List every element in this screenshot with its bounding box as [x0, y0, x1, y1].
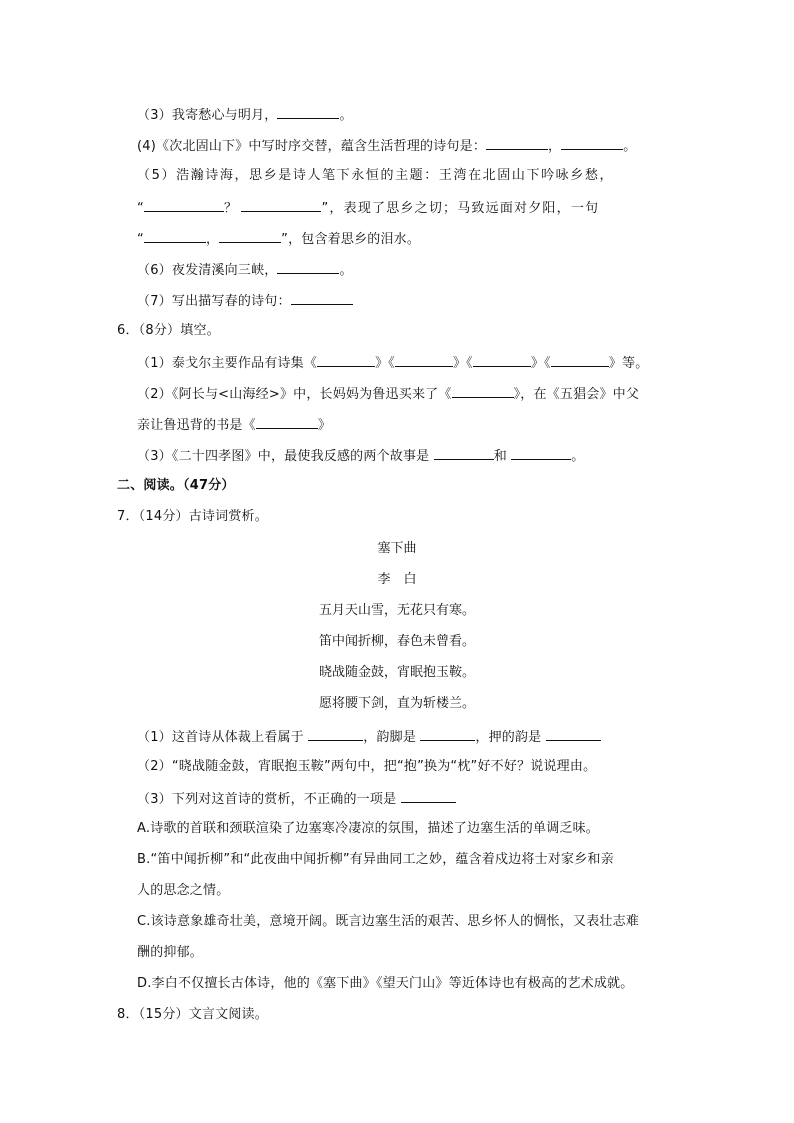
answer-blank[interactable]: [486, 136, 548, 150]
q7-option-b-line2: 人的思念之情。: [137, 883, 230, 898]
answer-blank[interactable]: [144, 229, 206, 243]
answer-blank[interactable]: [546, 727, 601, 741]
answer-blank[interactable]: [401, 789, 456, 803]
q6-item-2-line1: （2）《阿长与<山海经>》中，长妈妈为鲁迅买来了《 》，在《五猖会》中父: [137, 384, 639, 404]
answer-blank[interactable]: [452, 384, 514, 398]
q7-title: 7．（14分）古诗词赏析。: [117, 509, 268, 524]
q5-item-5-line2: “ ？ ”，表现了思乡之切；马致远面对夕阳，一句: [137, 198, 599, 218]
answer-blank[interactable]: [420, 727, 475, 741]
q5-item-6: （6）夜发清溪向三峡， 。: [137, 260, 353, 280]
q6-item-2-line2: 亲让鲁迅背的书是《 》: [137, 415, 331, 435]
poem-line: 笛中闻折柳，春色未曾看。: [318, 634, 475, 649]
q7-option-b-line1: B.“笛中闻折柳”和“此夜曲中闻折柳”有异曲同工之妙，蕴含着戍边将士对家乡和亲: [137, 852, 614, 867]
q7-option-c-line1: C.该诗意象雄奇壮美，意境开阔。既言边塞生活的艰苦、思乡怀人的惆怅，又表壮志难: [137, 914, 640, 929]
q6-item-3: （3）《二十四孝图》中，最使我反感的两个故事是 和 。: [137, 446, 584, 466]
q5-item-3-text: （3）我寄愁心与明月，: [137, 108, 278, 123]
answer-blank[interactable]: [434, 446, 494, 460]
q5-item-5-line1: （5）浩瀚诗海，思乡是诗人笔下永恒的主题：王湾在北固山下吟咏乡愁，: [137, 168, 615, 183]
section-heading-reading: 二、阅读。（47分）: [117, 478, 235, 493]
answer-blank[interactable]: [256, 415, 318, 429]
answer-blank[interactable]: [241, 198, 321, 212]
q7-option-c-line2: 酬的抑郁。: [137, 945, 204, 960]
answer-blank[interactable]: [144, 198, 224, 212]
answer-blank[interactable]: [308, 727, 363, 741]
q7-sub-1: （1）这首诗从体裁上看属于 ，韵脚是 ，押的韵是: [137, 727, 601, 747]
q7-option-a: A.诗歌的首联和颈联渲染了边塞寒冷凄凉的氛围，描述了边塞生活的单调乏味。: [137, 821, 599, 836]
q6-title: 6．（8分）填空。: [117, 323, 220, 338]
answer-blank[interactable]: [551, 353, 609, 367]
answer-blank[interactable]: [511, 446, 571, 460]
answer-blank[interactable]: [277, 260, 339, 274]
answer-blank[interactable]: [291, 291, 353, 305]
poem-line: 晓战随金鼓，宵眠抱玉鞍。: [318, 665, 475, 680]
poem-title: 塞下曲: [377, 541, 417, 556]
q7-sub-3: （3）下列对这首诗的赏析，不正确的一项是: [137, 789, 456, 809]
answer-blank[interactable]: [219, 229, 281, 243]
q5-item-4-text: (4)《次北固山下》中写时序交替，蕴含生活哲理的诗句是：: [137, 139, 487, 154]
poem-line: 愿将腰下剑，直为斩楼兰。: [318, 696, 475, 711]
answer-blank[interactable]: [277, 105, 339, 119]
q5-item-3: （3）我寄愁心与明月， 。: [137, 105, 353, 125]
answer-blank[interactable]: [317, 353, 375, 367]
q5-item-7: （7）写出描写春的诗句：: [137, 291, 353, 311]
poem-line: 五月天山雪，无花只有寒。: [318, 603, 475, 618]
q7-option-d: D.李白不仅擅长古体诗，他的《塞下曲》《望天门山》等近体诗也有极高的艺术成就。: [137, 976, 634, 991]
q8-title: 8．（15分）文言文阅读。: [117, 1007, 268, 1022]
poem-author: 李 白: [377, 572, 417, 587]
q7-sub-2: （2）“晓战随金鼓，宵眠抱玉鞍”两句中，把“抱”换为“枕”好不好？说说理由。: [137, 759, 597, 774]
q5-item-5-line3: “ ， ”，包含着思乡的泪水。: [137, 229, 420, 249]
answer-blank[interactable]: [561, 136, 623, 150]
answer-blank[interactable]: [473, 353, 531, 367]
answer-blank[interactable]: [395, 353, 453, 367]
q6-item-1: （1）泰戈尔主要作品有诗集《 》《 》《 》《 》等。: [137, 353, 648, 373]
q5-item-4: (4)《次北固山下》中写时序交替，蕴含生活哲理的诗句是： ， 。: [137, 136, 636, 156]
